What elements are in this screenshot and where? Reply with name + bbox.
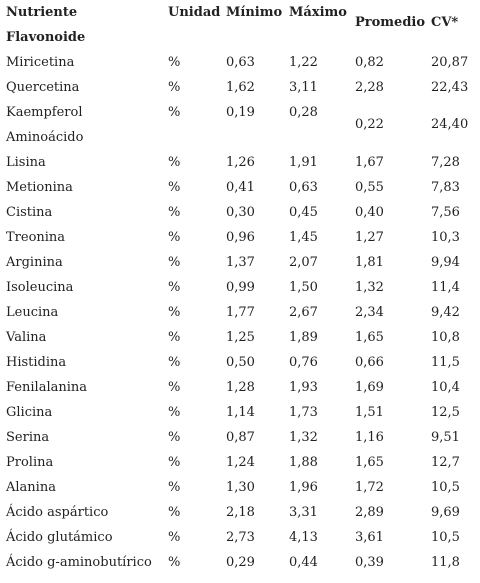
table-row <box>0 125 480 150</box>
row-maximo: 0,44 <box>289 555 318 570</box>
row-name: Fenilalanina <box>6 380 88 395</box>
row-minimo: 1,77 <box>226 305 255 320</box>
row-promedio: 0,22 <box>355 117 384 132</box>
row-cv: 11,4 <box>431 280 460 295</box>
row-name: Prolina <box>6 455 54 470</box>
row-minimo: 1,28 <box>226 380 255 395</box>
table-row <box>0 425 480 450</box>
row-maximo: 2,67 <box>289 305 318 320</box>
row-maximo: 2,07 <box>289 255 318 270</box>
row-promedio: 1,32 <box>355 280 384 295</box>
row-promedio: 1,65 <box>355 455 384 470</box>
table-row <box>0 150 480 175</box>
row-cv: 7,28 <box>431 155 460 170</box>
row-cv: 10,4 <box>431 380 460 395</box>
row-cv: 22,43 <box>431 80 469 95</box>
row-promedio: 2,28 <box>355 80 384 95</box>
row-cv: 11,8 <box>431 555 460 570</box>
row-name: Isoleucina <box>6 280 74 295</box>
row-name: Metionina <box>6 180 73 195</box>
header-maximo: Máximo <box>289 5 347 20</box>
row-promedio: 1,65 <box>355 330 384 345</box>
row-maximo: 1,32 <box>289 430 318 445</box>
row-maximo: 4,13 <box>289 530 318 545</box>
table-row <box>0 100 480 132</box>
row-unit: % <box>168 255 181 270</box>
section-label-flavonoide: Flavonoide <box>6 30 86 45</box>
table-row <box>0 75 480 100</box>
row-name: Alanina <box>6 480 56 495</box>
row-cv: 9,94 <box>431 255 460 270</box>
row-minimo: 1,26 <box>226 155 255 170</box>
row-unit: % <box>168 55 181 70</box>
row-cv: 20,87 <box>431 55 469 70</box>
section-row-flavonoide <box>0 25 480 50</box>
table-row <box>0 250 480 275</box>
row-cv: 10,8 <box>431 330 460 345</box>
row-unit: % <box>168 380 181 395</box>
row-promedio: 2,34 <box>355 305 384 320</box>
row-minimo: 0,99 <box>226 280 255 295</box>
row-unit: % <box>168 305 181 320</box>
row-cv: 9,42 <box>431 305 460 320</box>
header-minimo: Mínimo <box>226 5 283 20</box>
row-promedio: 1,67 <box>355 155 384 170</box>
row-minimo: 1,14 <box>226 405 255 420</box>
row-name: Treonina <box>6 230 66 245</box>
row-maximo: 1,50 <box>289 280 318 295</box>
row-name: Miricetina <box>6 55 75 70</box>
row-maximo: 1,93 <box>289 380 318 395</box>
row-name: Quercetina <box>6 80 80 95</box>
row-promedio: 2,89 <box>355 505 384 520</box>
row-name: Ácido glutámico <box>6 530 113 545</box>
table-row <box>0 350 480 375</box>
row-minimo: 1,37 <box>226 255 255 270</box>
row-cv: 10,5 <box>431 530 460 545</box>
row-maximo: 1,22 <box>289 55 318 70</box>
row-promedio: 3,61 <box>355 530 384 545</box>
row-promedio: 1,51 <box>355 405 384 420</box>
row-minimo: 0,29 <box>226 555 255 570</box>
header-promedio: Promedio <box>355 15 426 30</box>
row-unit: % <box>168 455 181 470</box>
row-unit: % <box>168 230 181 245</box>
row-promedio: 1,72 <box>355 480 384 495</box>
row-cv: 10,5 <box>431 480 460 495</box>
row-maximo: 3,31 <box>289 505 318 520</box>
row-name: Ácido aspártico <box>6 505 109 520</box>
row-unit: % <box>168 155 181 170</box>
row-unit: % <box>168 430 181 445</box>
row-unit: % <box>168 80 181 95</box>
table-row <box>0 500 480 525</box>
row-name: Glicina <box>6 405 53 420</box>
row-unit: % <box>168 330 181 345</box>
row-name: Ácido g-aminobutírico <box>6 555 152 570</box>
row-maximo: 1,89 <box>289 330 318 345</box>
row-maximo: 1,91 <box>289 155 318 170</box>
row-cv: 7,83 <box>431 180 460 195</box>
row-minimo: 0,96 <box>226 230 255 245</box>
row-maximo: 1,45 <box>289 230 318 245</box>
row-maximo: 1,96 <box>289 480 318 495</box>
row-minimo: 2,73 <box>226 530 255 545</box>
row-promedio: 1,16 <box>355 430 384 445</box>
row-unit: % <box>168 280 181 295</box>
row-name: Histidina <box>6 355 67 370</box>
row-promedio: 0,82 <box>355 55 384 70</box>
row-name: Valina <box>6 330 47 345</box>
row-cv: 9,69 <box>431 505 460 520</box>
row-unit: % <box>168 105 181 120</box>
row-maximo: 0,45 <box>289 205 318 220</box>
row-minimo: 1,25 <box>226 330 255 345</box>
table-row <box>0 375 480 400</box>
row-minimo: 2,18 <box>226 505 255 520</box>
header-unidad: Unidad <box>168 5 221 20</box>
table-row <box>0 550 480 575</box>
table-row <box>0 300 480 325</box>
row-cv: 12,5 <box>431 405 460 420</box>
row-name: Serina <box>6 430 50 445</box>
row-minimo: 0,50 <box>226 355 255 370</box>
row-maximo: 3,11 <box>289 80 318 95</box>
row-maximo: 0,28 <box>289 105 318 120</box>
row-unit: % <box>168 180 181 195</box>
row-cv: 7,56 <box>431 205 460 220</box>
row-name: Leucina <box>6 305 59 320</box>
table-row <box>0 200 480 225</box>
row-promedio: 1,81 <box>355 255 384 270</box>
row-promedio: 1,69 <box>355 380 384 395</box>
row-promedio: 0,40 <box>355 205 384 220</box>
row-cv: 9,51 <box>431 430 460 445</box>
row-unit: % <box>168 355 181 370</box>
table-body <box>0 50 480 575</box>
table-row <box>0 50 480 75</box>
row-maximo: 0,63 <box>289 180 318 195</box>
row-minimo: 1,24 <box>226 455 255 470</box>
row-minimo: 0,30 <box>226 205 255 220</box>
table-row <box>0 325 480 350</box>
row-promedio: 0,66 <box>355 355 384 370</box>
row-unit: % <box>168 480 181 495</box>
table-row <box>0 175 480 200</box>
row-unit: % <box>168 405 181 420</box>
row-minimo: 0,19 <box>226 105 255 120</box>
row-promedio: 0,55 <box>355 180 384 195</box>
row-name: Arginina <box>6 255 63 270</box>
row-minimo: 0,63 <box>226 55 255 70</box>
row-maximo: 0,76 <box>289 355 318 370</box>
table-row <box>0 450 480 475</box>
row-unit: % <box>168 530 181 545</box>
row-cv: 10,3 <box>431 230 460 245</box>
row-unit: % <box>168 555 181 570</box>
header-nutriente: Nutriente <box>6 5 78 20</box>
table-row <box>0 275 480 300</box>
row-name: Lisina <box>6 155 46 170</box>
row-maximo: 1,73 <box>289 405 318 420</box>
table-row <box>0 225 480 250</box>
row-name: Kaempferol <box>6 105 83 120</box>
row-maximo: 1,88 <box>289 455 318 470</box>
table-row <box>0 525 480 550</box>
row-cv: 11,5 <box>431 355 460 370</box>
header-row <box>0 0 480 30</box>
table-row <box>0 400 480 425</box>
header-cv: CV* <box>431 15 459 30</box>
table-row <box>0 475 480 500</box>
row-minimo: 0,41 <box>226 180 255 195</box>
row-minimo: 1,30 <box>226 480 255 495</box>
row-cv: 24,40 <box>431 117 469 132</box>
row-cv: 12,7 <box>431 455 460 470</box>
row-minimo: 1,62 <box>226 80 255 95</box>
row-name: Cistina <box>6 205 53 220</box>
row-unit: % <box>168 505 181 520</box>
row-promedio: 0,39 <box>355 555 384 570</box>
row-promedio: 1,27 <box>355 230 384 245</box>
row-minimo: 0,87 <box>226 430 255 445</box>
row-unit: % <box>168 205 181 220</box>
row-name: Aminoácido <box>6 130 84 145</box>
